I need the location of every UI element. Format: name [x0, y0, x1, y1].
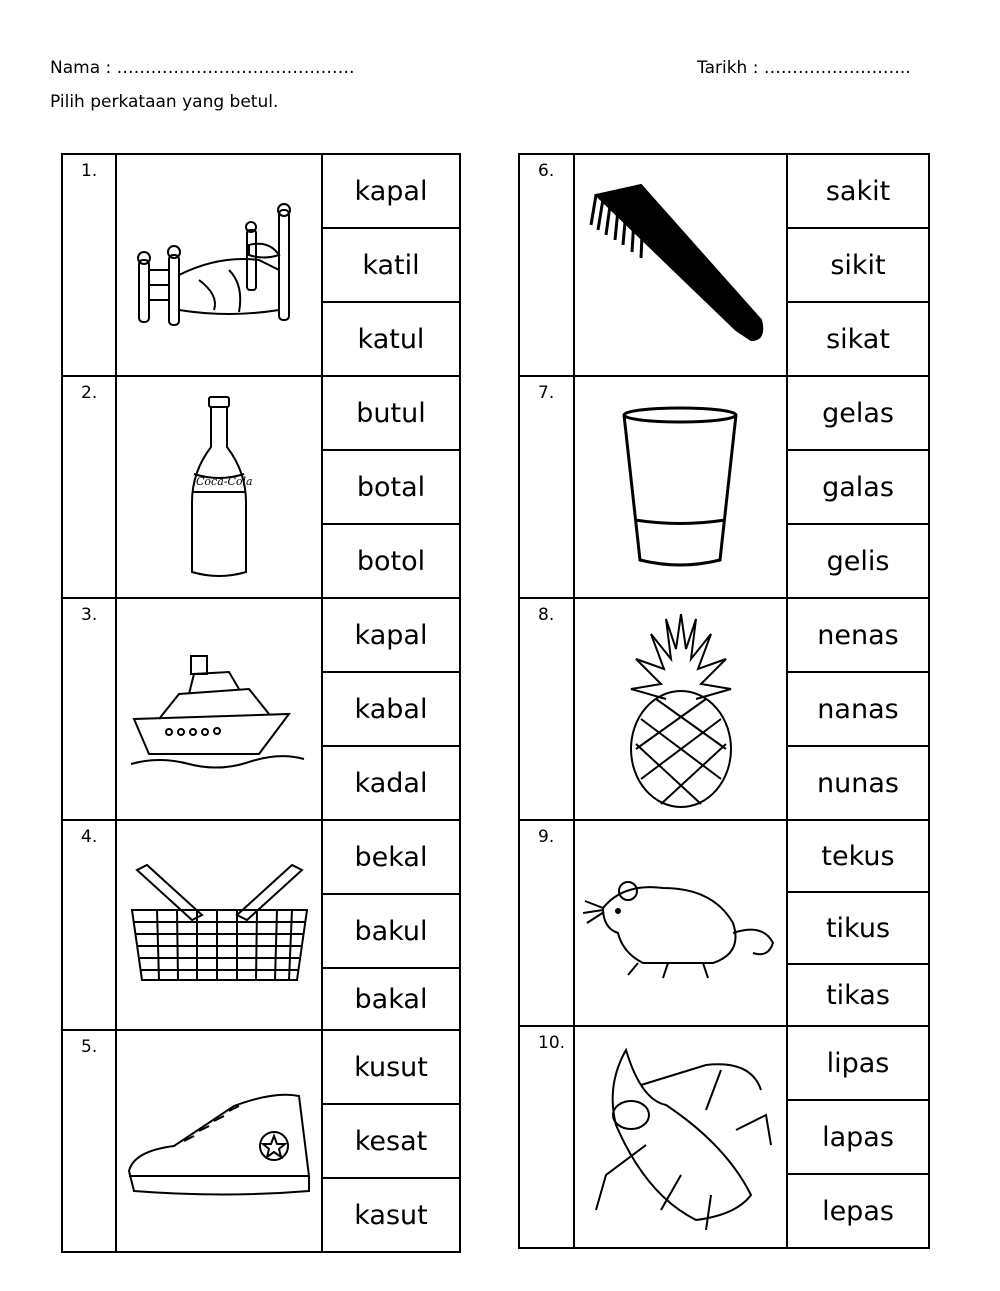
answer-option[interactable]: botal — [322, 450, 460, 524]
question-row-7 — [519, 376, 929, 450]
answer-option[interactable]: nanas — [787, 672, 929, 746]
question-number: 4. — [62, 820, 116, 1030]
answer-option[interactable]: kapal — [322, 598, 460, 672]
question-row-5 — [62, 1030, 460, 1104]
rat-icon — [574, 820, 787, 1026]
question-number: 9. — [519, 820, 574, 1026]
answer-option[interactable]: lipas — [787, 1026, 929, 1100]
answer-option[interactable]: kasut — [322, 1178, 460, 1252]
answer-option[interactable]: kadal — [322, 746, 460, 820]
glass-icon — [574, 376, 787, 598]
answer-option[interactable]: katil — [322, 228, 460, 302]
basket-icon — [116, 820, 322, 1030]
instruction-text: Pilih perkataan yang betul. — [50, 92, 279, 112]
answer-option[interactable]: bekal — [322, 820, 460, 894]
question-number: 10. — [519, 1026, 574, 1248]
answer-option[interactable]: katul — [322, 302, 460, 376]
pineapple-icon — [574, 598, 787, 820]
answer-option[interactable]: gelas — [787, 376, 929, 450]
question-number: 2. — [62, 376, 116, 598]
answer-option[interactable]: galas — [787, 450, 929, 524]
question-number: 7. — [519, 376, 574, 598]
answer-option[interactable]: gelis — [787, 524, 929, 598]
question-table-right — [518, 153, 930, 1249]
answer-option[interactable]: bakal — [322, 968, 460, 1030]
question-row-4 — [62, 820, 460, 894]
shoe-icon — [116, 1030, 322, 1252]
answer-option[interactable]: lepas — [787, 1174, 929, 1248]
question-row-8 — [519, 598, 929, 672]
answer-option[interactable]: sikat — [787, 302, 929, 376]
question-table-left — [61, 153, 461, 1253]
date-field-label: Tarikh : …………………….. — [697, 58, 911, 78]
answer-option[interactable]: tikus — [787, 892, 929, 964]
answer-option[interactable]: tekus — [787, 820, 929, 892]
answer-option[interactable]: sikit — [787, 228, 929, 302]
answer-option[interactable]: kapal — [322, 154, 460, 228]
answer-option[interactable]: botol — [322, 524, 460, 598]
question-row-6 — [519, 154, 929, 228]
answer-option[interactable]: kusut — [322, 1030, 460, 1104]
comb-icon — [574, 154, 787, 376]
question-number: 3. — [62, 598, 116, 820]
bottle-icon — [116, 376, 322, 598]
ship-icon — [116, 598, 322, 820]
cockroach-icon — [574, 1026, 787, 1248]
question-number: 5. — [62, 1030, 116, 1252]
name-field-label: Nama : …………………………………… — [50, 58, 355, 78]
answer-option[interactable]: bakul — [322, 894, 460, 968]
question-number: 1. — [62, 154, 116, 376]
answer-option[interactable]: butul — [322, 376, 460, 450]
question-row-9 — [519, 820, 929, 892]
answer-option[interactable]: nenas — [787, 598, 929, 672]
answer-option[interactable]: lapas — [787, 1100, 929, 1174]
question-row-1 — [62, 154, 460, 228]
question-row-3 — [62, 598, 460, 672]
bed-icon — [116, 154, 322, 376]
question-number: 8. — [519, 598, 574, 820]
question-number: 6. — [519, 154, 574, 376]
answer-option[interactable]: tikas — [787, 964, 929, 1026]
question-row-2 — [62, 376, 460, 450]
answer-option[interactable]: kabal — [322, 672, 460, 746]
answer-option[interactable]: kesat — [322, 1104, 460, 1178]
answer-option[interactable]: nunas — [787, 746, 929, 820]
answer-option[interactable]: sakit — [787, 154, 929, 228]
svg-text:Coca-Cola: Coca-Cola — [196, 475, 253, 488]
question-row-10 — [519, 1026, 929, 1100]
